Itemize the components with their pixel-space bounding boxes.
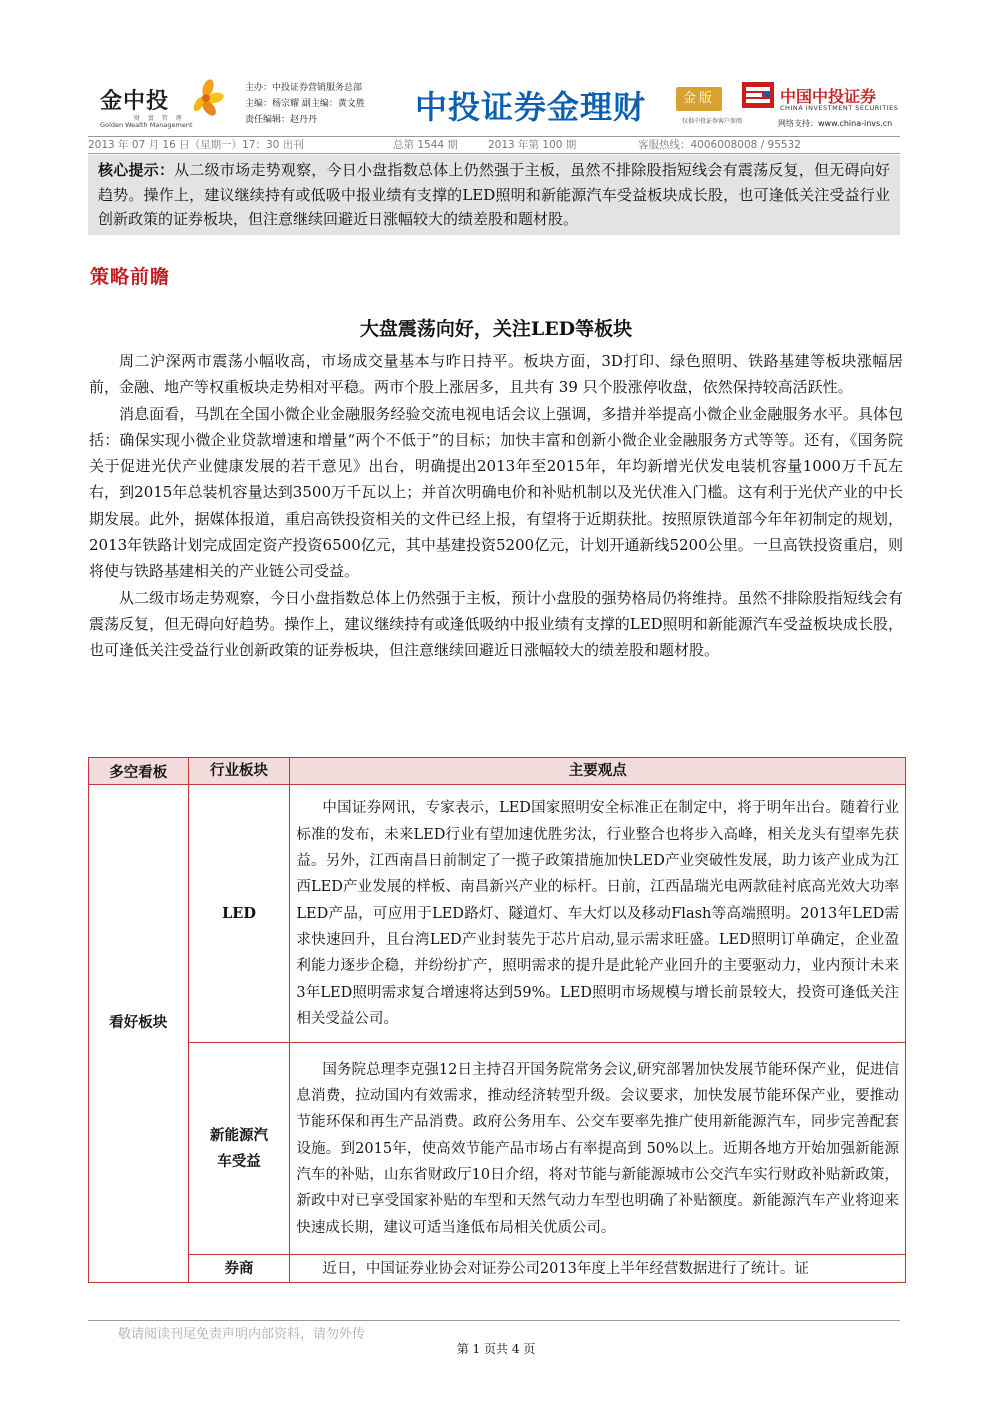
issue-date: 2013 年 07 月 16 日（星期一）17：30 出刊	[88, 139, 304, 151]
info-bar	[88, 136, 900, 154]
brand-name: 金中投	[100, 89, 170, 114]
opinion-cell	[290, 785, 906, 1043]
view-cell	[89, 785, 189, 1283]
key-tip-label: 核心提示：	[98, 161, 175, 179]
company-name-en: CHINA INVESTMENT SECURITIES	[780, 104, 899, 112]
masthead	[88, 72, 908, 138]
opinion-cell	[290, 1255, 906, 1283]
table-row	[89, 1255, 906, 1283]
sector-cell	[188, 1043, 290, 1255]
footer-note: 敬请阅读刊尾免责声明内部资料，请勿外传	[118, 1327, 366, 1342]
sector-label: 新能源汽车受益	[210, 1126, 268, 1170]
flower-logo-icon	[184, 78, 224, 118]
table-header: 主要观点	[290, 758, 906, 785]
view-label: 看好板块	[109, 1014, 168, 1032]
sector-cell: 券商	[188, 1255, 290, 1283]
article-paragraph: 消息面看，马凯在全国小微企业金融服务经验交流电视电话会议上强调，多措并举提高小微企业金融服务水平。具体包括：确保实现小微企业贷款增速和增量“两个不低于”的目标；加快丰富和创新小微企业金融服务方式等等。还有，《国务院关于促进光伏产业健康发展的若干意见》出台，明确提出2013年至2015年，年均新增光伏发电装机容量1000万千瓦左右，到2015年总装机容量达到3500万千瓦以上；并首次明确电价和补贴机制以及光伏准入门槛。这有利于光伏产业的中长期发展。此外，据媒体报道，重启高铁投资相关的文件已经上报，有望将于近期获批。按照原铁道部今年年初制定的规划，2013年铁路计划完成固定资产投资6500亿元，其中基建投资5200亿元，计划开通新线5200公里。一旦高铁投资重启，则将使与铁路基建相关的产业链公司受益。	[89, 404, 903, 581]
sector-cell: LED	[188, 785, 290, 1043]
credit-duty: 责任编辑：赵丹丹	[245, 115, 318, 125]
key-tip-text: 从二级市场走势观察，今日小盘指数总体上仍然强于主板，虽然不排除股指短线会有震荡反复，但无碍向好趋势。操作上，建议继续持有或低吸中报业绩有支撑的LED照明和新能源汽车受益板块成长股，也可逢低关注受益行业创新政策的证券板块，但注意继续回避近日涨幅较大的绩差股和题材股。	[98, 161, 890, 228]
edition-note: 仅供中投证券客户参阅	[682, 118, 743, 125]
opinion-cell	[290, 1043, 906, 1255]
sector-view-table	[88, 757, 906, 1283]
paper-title: 中投证券金理财	[415, 88, 647, 126]
table-header: 多空看板	[89, 758, 189, 785]
edition-badge: 金版	[676, 87, 722, 111]
opinion-text: 国务院总理李克强12日主持召开国务院常务会议,研究部署加快发展节能环保产业，促进信息消费，拉动国内有效需求，推动经济转型升级。会议要求，加快发展节能环保产业，要推动节能环保和再生产品消费。政府公务用车、公交车要率先推广使用新能源汽车，同步完善配套设施。到2015年，使高效节能产品市场占有率提高到 50%以上。近期各地方开始加强新能源汽车的补贴，山东省财政厅10日介绍，将对节能与新能源城市公交汽车实行财政补贴新政策，新政中对已享受国家补贴的车型和天然气动力车型也明确了补贴额度。新能源汽车产业将迎来快速成长期，建议可适当逢低布局相关优质公司。	[296, 1061, 899, 1236]
cis-logo-icon	[742, 82, 774, 108]
table-header-row	[89, 758, 906, 785]
website-link[interactable]: 网络支持：www.china-invs.cn	[778, 119, 893, 128]
brand-subtitle-en: Golden Wealth Management	[100, 121, 193, 129]
section-heading: 策略前瞻	[90, 266, 171, 288]
credits	[245, 80, 365, 128]
credit-host: 主办：中投证券营销服务总部	[245, 83, 363, 93]
table-row	[89, 785, 906, 1043]
issue-year: 2013 年第 100 期	[488, 139, 577, 151]
brand-subtitle-cn: 财 富 管 理	[134, 115, 185, 122]
opinion-text: 中国证券网讯，专家表示，LED国家照明安全标准正在制定中，将于明年出台。随着行业标准的发布，未来LED行业有望加速优胜劣汰，行业整合也将步入高峰，相关龙头有望率先获益。另外，江西南昌日前制定了一揽子政策措施加快LED产业突破性发展，助力该产业成为江西LED产业发展的样板、南昌新兴产业的标杆。日前，江西晶瑞光电两款硅衬底高光效大功率LED产品，可应用于LED路灯、隧道灯、车大灯以及移动Flash等高端照明。2013年LED需求快速回升，且台湾LED产业封装先于芯片启动,显示需求旺盛。LED照明订单确定，企业盈利能力逐步企稳，并纷纷扩产，照明需求的提升是此轮产业回升的主要驱动力，业内预计未来3年LED照明需求复合增速将达到59%。LED照明市场规模与增长前景较大，投资可逢低关注相关受益公司。	[296, 800, 899, 1027]
page-number: 第 1 页共 4 页	[456, 1342, 536, 1356]
article-paragraph: 周二沪深两市震荡小幅收高，市场成交量基本与昨日持平。板块方面，3D打印、绿色照明、铁路基建等板块涨幅居前，金融、地产等权重板块走势相对平稳。两市个股上涨居多，且共有 39 只个股涨停收盘，依然保持较高活跃性。	[89, 352, 903, 397]
article-title: 大盘震荡向好，关注LED等板块	[359, 318, 633, 340]
opinion-text: 近日，中国证券业协会对证券公司2013年度上半年经营数据进行了统计。证	[322, 1260, 809, 1277]
brand-logo	[100, 76, 228, 130]
issue-total: 总第 1544 期	[393, 139, 458, 151]
article-paragraph: 从二级市场走势观察，今日小盘指数总体上仍然强于主板，预计小盘股的强势格局仍将维持。虽然不排除股指短线会有震荡反复，但无碍向好趋势。操作上，建议继续持有或逢低吸纳中报业绩有支撑的LED照明和新能源汽车受益板块成长股，也可逢低关注受益行业创新政策的证券板块，但注意继续回避近日涨幅较大的绩差股和题材股。	[89, 588, 903, 660]
credit-editor: 主编：杨宗耀 副主编：黄文胜	[245, 99, 365, 109]
company-name: 中国中投证券	[780, 87, 877, 106]
table-header: 行业板块	[188, 758, 290, 785]
key-tip-box	[88, 155, 900, 235]
hotline: 客服热线：4006008008 / 95532	[638, 139, 801, 151]
footer-divider	[88, 1320, 900, 1321]
table-row	[89, 1043, 906, 1255]
article-body	[89, 348, 903, 664]
